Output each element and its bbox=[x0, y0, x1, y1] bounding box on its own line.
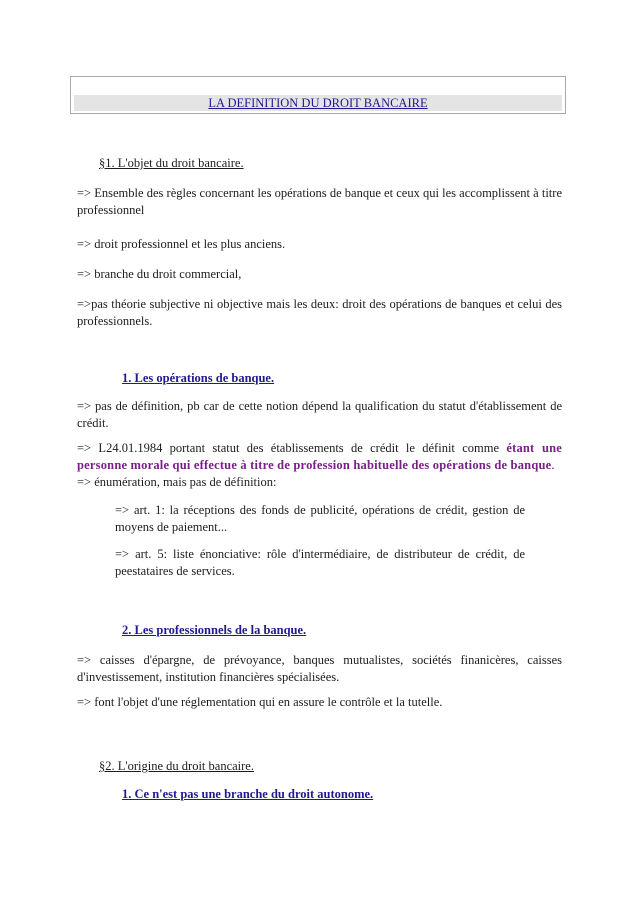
sub1-paragraph-2 bbox=[77, 440, 562, 491]
sub1-p2-highlight: étant une personne morale qui effectue à titre de profession habituelle des opérations de banque bbox=[77, 441, 562, 472]
title-box bbox=[70, 76, 566, 114]
section1-heading: §1. L'objet du droit bancaire. bbox=[99, 156, 244, 170]
page-title: LA DEFINITION DU DROIT BANCAIRE bbox=[208, 96, 428, 110]
sub2-paragraph-1: => caisses d'épargne, de prévoyance, banques mutualistes, sociétés finanicères, caisses d'investissement, institution financières spécialisées. bbox=[77, 653, 562, 684]
sub1-heading: 1. Les opérations de banque. bbox=[122, 371, 275, 385]
section1-paragraph-1: => Ensemble des règles concernant les opérations de banque et ceux qui les accomplissent à titre professionnel bbox=[77, 186, 562, 217]
art1-item: => art. 1: la réceptions des fonds de publicité, opérations de crédit, gestion de moyens de paiement... bbox=[115, 503, 525, 534]
sub2-heading: 2. Les professionnels de la banque. bbox=[122, 623, 307, 637]
section1-paragraph-3: => branche du droit commercial, bbox=[77, 267, 242, 281]
section2-sub1-heading: 1. Ce n'est pas une branche du droit autonome. bbox=[122, 787, 374, 801]
sub1-p2-start: => L24.01.1984 portant statut des établissements de crédit le définit comme bbox=[77, 441, 507, 455]
sub2-paragraph-2: => font l'objet d'une réglementation qui en assure le contrôle et la tutelle. bbox=[77, 695, 443, 709]
section1-paragraph-4: =>pas théorie subjective ni objective mais les deux: droit des opérations de banques et celui des professionnels. bbox=[77, 297, 562, 328]
sub1-paragraph-1: => pas de définition, pb car de cette notion dépend la qualification du statut d'établissement de crédit. bbox=[77, 399, 562, 430]
section2-heading: §2. L'origine du droit bancaire. bbox=[99, 759, 254, 773]
title-bar bbox=[74, 95, 562, 111]
art5-item: => art. 5: liste énonciative: rôle d'intermédiaire, de distributeur de crédit, de peestataires de services. bbox=[115, 547, 525, 578]
sub1-p2-end: . bbox=[551, 458, 555, 472]
sub1-p2-line2: => énumération, mais pas de définition: bbox=[77, 475, 277, 489]
section1-paragraph-2: => droit professionnel et les plus anciens. bbox=[77, 237, 286, 251]
